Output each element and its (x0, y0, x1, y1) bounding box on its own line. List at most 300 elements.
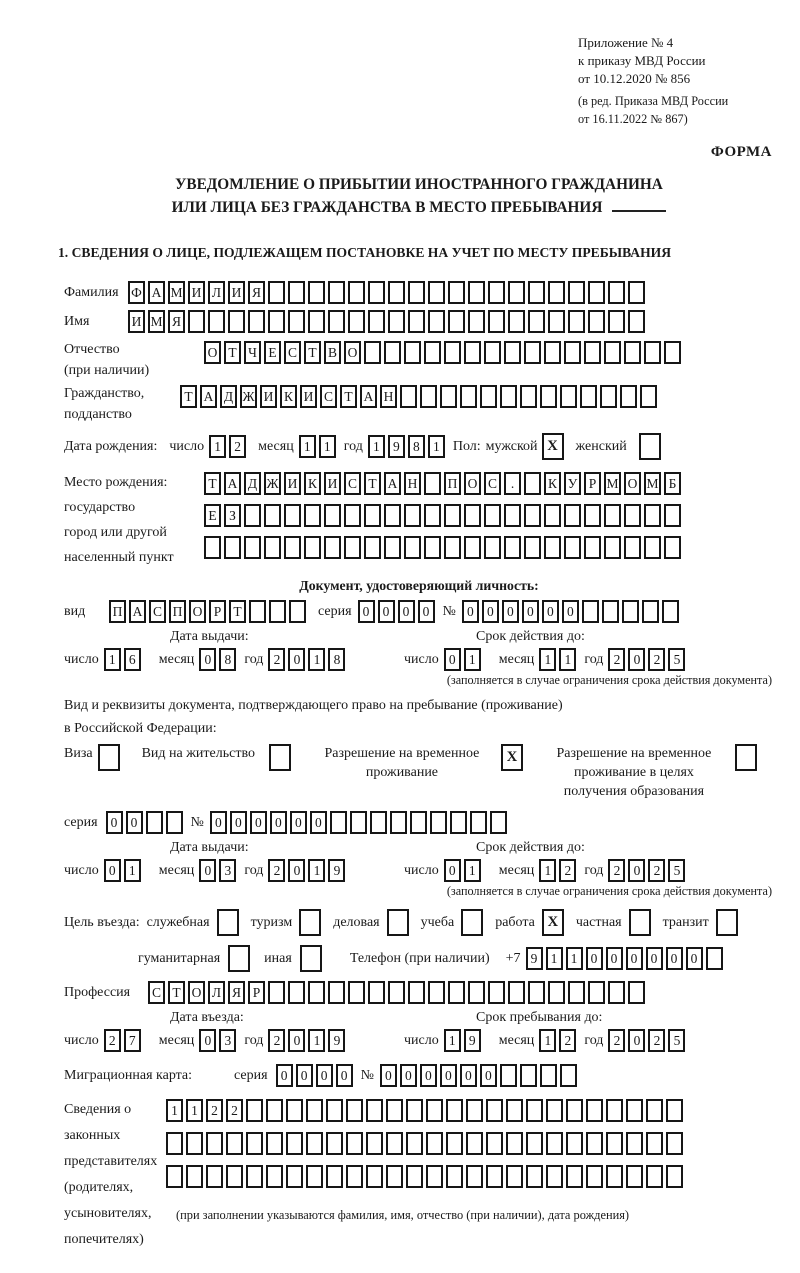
char-box (428, 981, 445, 1004)
char-box (326, 1132, 343, 1155)
purpose-row-2 (64, 945, 774, 972)
char-box: 0 (378, 600, 395, 623)
char-box (622, 600, 639, 623)
number-label: № (442, 603, 456, 619)
purpose-option-label: частная (575, 914, 622, 930)
issue-month-boxes (199, 648, 236, 671)
char-box: В (324, 341, 341, 364)
char-box (424, 536, 441, 559)
char-box (608, 281, 625, 304)
char-box (400, 385, 417, 408)
char-box (244, 504, 261, 527)
day-label: число (64, 651, 99, 667)
char-box: 0 (288, 648, 305, 671)
char-box (540, 385, 557, 408)
char-box (560, 385, 577, 408)
char-box (484, 341, 501, 364)
char-box: Р (248, 981, 265, 1004)
char-box (604, 504, 621, 527)
citizenship-label (64, 383, 180, 425)
char-box (548, 310, 565, 333)
purpose-option-label: работа (495, 914, 535, 930)
char-box (364, 504, 381, 527)
char-box: 2 (206, 1099, 223, 1122)
month-label: месяц (158, 651, 195, 667)
profession-label: Профессия (64, 984, 131, 1000)
option-temp-residence-label: Разрешение на временное проживание (324, 746, 480, 780)
char-box (624, 504, 641, 527)
surname-boxes (128, 281, 645, 304)
char-box (268, 310, 285, 333)
char-box: С (148, 981, 165, 1004)
char-box (548, 981, 565, 1004)
purpose-option-label: гуманитарная (138, 950, 221, 966)
char-box (706, 947, 723, 970)
char-box (548, 281, 565, 304)
expiry-day-boxes (444, 648, 481, 671)
char-box: О (464, 472, 481, 495)
char-box (146, 811, 163, 834)
char-box: 9 (464, 1029, 481, 1052)
char-box: 1 (299, 435, 316, 458)
char-box (284, 536, 301, 559)
birth-place-row (64, 470, 774, 570)
char-box (620, 385, 637, 408)
char-box (386, 1099, 403, 1122)
char-box (384, 536, 401, 559)
annex-line: от 10.12.2020 № 856 (578, 71, 691, 86)
char-box (408, 281, 425, 304)
char-box: Ж (240, 385, 257, 408)
char-box (646, 1132, 663, 1155)
char-box (506, 1132, 523, 1155)
char-box (646, 1165, 663, 1188)
year-label: год (584, 1032, 604, 1048)
char-box (666, 1132, 683, 1155)
birth-year-boxes (368, 435, 445, 458)
issue-date-heading: Дата выдачи: (170, 629, 249, 644)
char-box (266, 1099, 283, 1122)
issue-day-boxes (104, 648, 141, 671)
char-box (328, 981, 345, 1004)
char-box: 1 (308, 859, 325, 882)
series-label: серия (318, 603, 352, 619)
char-box: 0 (522, 600, 539, 623)
purpose-other-checkbox (300, 945, 322, 972)
char-box (524, 472, 541, 495)
birth-place-label: населенный пункт (64, 550, 174, 565)
char-box (406, 1165, 423, 1188)
option-residence-permit-label: Вид на жительство (141, 746, 255, 761)
char-box (328, 281, 345, 304)
option-temp-residence-checkbox: X (501, 744, 523, 771)
month-label: месяц (498, 862, 535, 878)
char-box: 0 (626, 947, 643, 970)
char-box: А (384, 472, 401, 495)
purpose-row-1 (64, 909, 774, 936)
char-box (408, 310, 425, 333)
char-box: А (224, 472, 241, 495)
annex-line: к приказу МВД России (578, 53, 706, 68)
citizenship-label-1: Гражданство, (64, 386, 145, 401)
char-box (206, 1132, 223, 1155)
char-box (286, 1099, 303, 1122)
char-box: 0 (398, 600, 415, 623)
char-box: 1 (546, 947, 563, 970)
title-blank-underline (612, 198, 666, 212)
char-box (508, 981, 525, 1004)
option-temp-residence-education (541, 744, 757, 801)
char-box: 0 (628, 1029, 645, 1052)
char-box: О (344, 341, 361, 364)
char-box (588, 981, 605, 1004)
char-box: 0 (199, 859, 216, 882)
representatives-row-2 (166, 1132, 683, 1155)
char-box: М (148, 310, 165, 333)
char-box (404, 341, 421, 364)
char-box (384, 341, 401, 364)
char-box: О (189, 600, 206, 623)
char-box (269, 600, 286, 623)
char-box: А (200, 385, 217, 408)
month-label: месяц (258, 438, 294, 454)
residence-intro-2: в Российской Федерации: (64, 721, 217, 736)
purpose-option-label: транзит (662, 914, 709, 930)
char-box (228, 310, 245, 333)
char-box: Т (180, 385, 197, 408)
document-title (64, 173, 774, 219)
char-box: Т (204, 472, 221, 495)
char-box (584, 536, 601, 559)
char-box (306, 1165, 323, 1188)
title-line-2: ИЛИ ЛИЦА БЕЗ ГРАЖДАНСТВА В МЕСТО ПРЕБЫВАНИЯ (171, 199, 603, 216)
char-box (662, 600, 679, 623)
purpose-option-label: служебная (146, 914, 210, 930)
char-box (266, 1165, 283, 1188)
char-box (666, 1165, 683, 1188)
char-box (584, 504, 601, 527)
char-box: 9 (388, 435, 405, 458)
char-box (602, 600, 619, 623)
issue-date-heading: Дата выдачи: (170, 840, 249, 855)
birth-place-label: государство (64, 500, 136, 515)
residence-expiry-date (404, 859, 774, 882)
char-box (628, 981, 645, 1004)
doc-number-boxes (462, 600, 679, 623)
char-box (366, 1099, 383, 1122)
series-label: серия (64, 814, 98, 830)
sex-female-label: женский (575, 438, 627, 454)
char-box: Ф (128, 281, 145, 304)
char-box (344, 536, 361, 559)
purpose-tourism-checkbox (299, 909, 321, 936)
char-box (308, 281, 325, 304)
year-label: год (244, 862, 264, 878)
char-box (464, 536, 481, 559)
char-box: 1 (209, 435, 226, 458)
char-box (546, 1099, 563, 1122)
char-box (430, 811, 447, 834)
char-box: Р (584, 472, 601, 495)
birth-day-boxes (209, 435, 246, 458)
char-box (508, 281, 525, 304)
doc-kind-boxes (109, 600, 306, 623)
char-box: Ж (264, 472, 281, 495)
char-box (486, 1099, 503, 1122)
month-label: месяц (498, 1032, 535, 1048)
char-box (526, 1165, 543, 1188)
option-temp-residence (311, 744, 523, 782)
expiry-month-boxes (539, 648, 576, 671)
char-box: 2 (268, 1029, 285, 1052)
char-box (626, 1132, 643, 1155)
purpose-study-checkbox (461, 909, 483, 936)
char-box (642, 600, 659, 623)
char-box (246, 1165, 263, 1188)
purpose-label: Цель въезда: (64, 914, 140, 930)
char-box: 0 (562, 600, 579, 623)
char-box (486, 1132, 503, 1155)
patronymic-row (64, 339, 774, 381)
char-box (288, 981, 305, 1004)
char-box (308, 981, 325, 1004)
char-box (386, 1132, 403, 1155)
char-box (306, 1099, 323, 1122)
char-box (546, 1132, 563, 1155)
char-box (488, 310, 505, 333)
char-box (566, 1132, 583, 1155)
identity-doc-row (64, 600, 774, 623)
char-box: 0 (646, 947, 663, 970)
phone-boxes (526, 947, 723, 970)
char-box (186, 1165, 203, 1188)
char-box (364, 341, 381, 364)
char-box: 3 (219, 859, 236, 882)
section1-heading: 1. СВЕДЕНИЯ О ЛИЦЕ, ПОДЛЕЖАЩЕМ ПОСТАНОВКЕ НА УЧЕТ ПО МЕСТУ ПРЕБЫВАНИЯ (58, 245, 672, 260)
char-box: М (644, 472, 661, 495)
char-box: Т (229, 600, 246, 623)
migration-card-row (64, 1064, 774, 1087)
char-box (426, 1099, 443, 1122)
entry-date-values (64, 1029, 774, 1052)
char-box (426, 1132, 443, 1155)
annex-block (578, 34, 774, 128)
char-box (564, 341, 581, 364)
residence-series-boxes (106, 811, 183, 834)
char-box (406, 1099, 423, 1122)
char-box: Н (404, 472, 421, 495)
purpose-option-label: деловая (333, 914, 380, 930)
doc-kind-label: вид (64, 603, 86, 619)
purpose-humanitarian-checkbox (228, 945, 250, 972)
purpose-private-checkbox (629, 909, 651, 936)
char-box (444, 341, 461, 364)
char-box: 2 (648, 859, 665, 882)
representatives-label: законных (64, 1128, 121, 1143)
char-box: 1 (308, 1029, 325, 1052)
entry-date (64, 1029, 404, 1052)
char-box: И (300, 385, 317, 408)
char-box (344, 504, 361, 527)
char-box: 1 (464, 648, 481, 671)
char-box: М (168, 281, 185, 304)
representatives-label: попечителях) (64, 1232, 144, 1247)
day-label: число (404, 651, 439, 667)
char-box: 0 (104, 859, 121, 882)
char-box: Л (208, 981, 225, 1004)
char-box (504, 536, 521, 559)
identity-expiry-date (404, 648, 774, 671)
char-box (304, 536, 321, 559)
char-box: П (444, 472, 461, 495)
char-box (306, 1132, 323, 1155)
char-box (346, 1132, 363, 1155)
char-box (484, 504, 501, 527)
char-box (568, 981, 585, 1004)
citizenship-label-2: подданство (64, 407, 132, 422)
char-box (224, 536, 241, 559)
char-box (390, 811, 407, 834)
char-box: И (188, 281, 205, 304)
char-box (368, 281, 385, 304)
char-box: 0 (666, 947, 683, 970)
birth-place-boxes (204, 472, 681, 559)
char-box (368, 310, 385, 333)
series-label: серия (234, 1067, 268, 1083)
char-box (470, 811, 487, 834)
char-box (366, 1165, 383, 1188)
residence-series-row (64, 811, 774, 834)
char-box: Т (224, 341, 241, 364)
char-box: 2 (229, 435, 246, 458)
char-box: Б (664, 472, 681, 495)
issue-year-boxes (268, 859, 345, 882)
year-label: год (244, 651, 264, 667)
title-line-2-wrap (64, 196, 774, 219)
char-box: 6 (124, 648, 141, 671)
char-box: 1 (428, 435, 445, 458)
char-box (586, 1132, 603, 1155)
char-box (326, 1099, 343, 1122)
char-box: 0 (288, 1029, 305, 1052)
residence-intro-1: Вид и реквизиты документа, подтверждающего право на пребывание (проживание) (64, 698, 563, 713)
char-box: 8 (328, 648, 345, 671)
char-box (600, 385, 617, 408)
char-box: 2 (648, 1029, 665, 1052)
annex-line: Приложение № 4 (578, 35, 674, 50)
char-box (528, 981, 545, 1004)
char-box (326, 1165, 343, 1188)
char-box: Е (264, 341, 281, 364)
issue-day-boxes (104, 859, 141, 882)
char-box (606, 1132, 623, 1155)
char-box: 0 (444, 648, 461, 671)
char-box: П (169, 600, 186, 623)
char-box (520, 1064, 537, 1087)
char-box (640, 385, 657, 408)
char-box (524, 536, 541, 559)
migration-number-boxes (380, 1064, 577, 1087)
char-box: 2 (608, 648, 625, 671)
char-box: 1 (308, 648, 325, 671)
char-box (246, 1099, 263, 1122)
char-box (166, 1132, 183, 1155)
char-box (490, 811, 507, 834)
char-box: 0 (542, 600, 559, 623)
char-box (528, 310, 545, 333)
char-box: Я (228, 981, 245, 1004)
doc-series-boxes (358, 600, 435, 623)
char-box: С (344, 472, 361, 495)
char-box (364, 536, 381, 559)
char-box (284, 504, 301, 527)
representatives-label: (родителях, (64, 1180, 134, 1195)
char-box: С (320, 385, 337, 408)
char-box (388, 281, 405, 304)
day-label: число (169, 438, 205, 454)
representatives-row-3 (166, 1165, 683, 1188)
char-box: Т (304, 341, 321, 364)
char-box: 2 (648, 648, 665, 671)
char-box (566, 1165, 583, 1188)
char-box (370, 811, 387, 834)
form-label: ФОРМА (710, 144, 772, 160)
month-label: месяц (158, 862, 195, 878)
char-box (606, 1099, 623, 1122)
char-box (588, 310, 605, 333)
stay-until-heading: Срок пребывания до: (476, 1010, 603, 1025)
char-box: О (624, 472, 641, 495)
char-box (644, 536, 661, 559)
option-visa-label: Виза (64, 746, 93, 761)
char-box (506, 1099, 523, 1122)
entry-year-boxes (268, 1029, 345, 1052)
char-box: 0 (440, 1064, 457, 1087)
validity-note: (заполняется в случае ограничения срока действия документа) (446, 884, 772, 898)
patronymic-boxes (204, 341, 681, 364)
entry-date-headings (64, 1010, 774, 1026)
char-box: И (284, 472, 301, 495)
char-box: У (564, 472, 581, 495)
char-box: 0 (250, 811, 267, 834)
char-box (424, 504, 441, 527)
char-box (366, 1132, 383, 1155)
char-box: 0 (380, 1064, 397, 1087)
char-box: М (604, 472, 621, 495)
char-box (404, 504, 421, 527)
char-box (544, 504, 561, 527)
migration-series-boxes (276, 1064, 353, 1087)
char-box: С (149, 600, 166, 623)
char-box: О (188, 981, 205, 1004)
char-box (166, 811, 183, 834)
char-box (520, 385, 537, 408)
char-box: 0 (296, 1064, 313, 1087)
expiry-day-boxes (444, 859, 481, 882)
char-box (466, 1132, 483, 1155)
purpose-option-label: учеба (420, 914, 455, 930)
char-box (664, 341, 681, 364)
char-box: 0 (420, 1064, 437, 1087)
char-box: 2 (608, 859, 625, 882)
char-box (346, 1165, 363, 1188)
char-box: 0 (270, 811, 287, 834)
char-box (288, 281, 305, 304)
char-box: Д (220, 385, 237, 408)
char-box: 0 (106, 811, 123, 834)
char-box: 1 (464, 859, 481, 882)
char-box (308, 310, 325, 333)
